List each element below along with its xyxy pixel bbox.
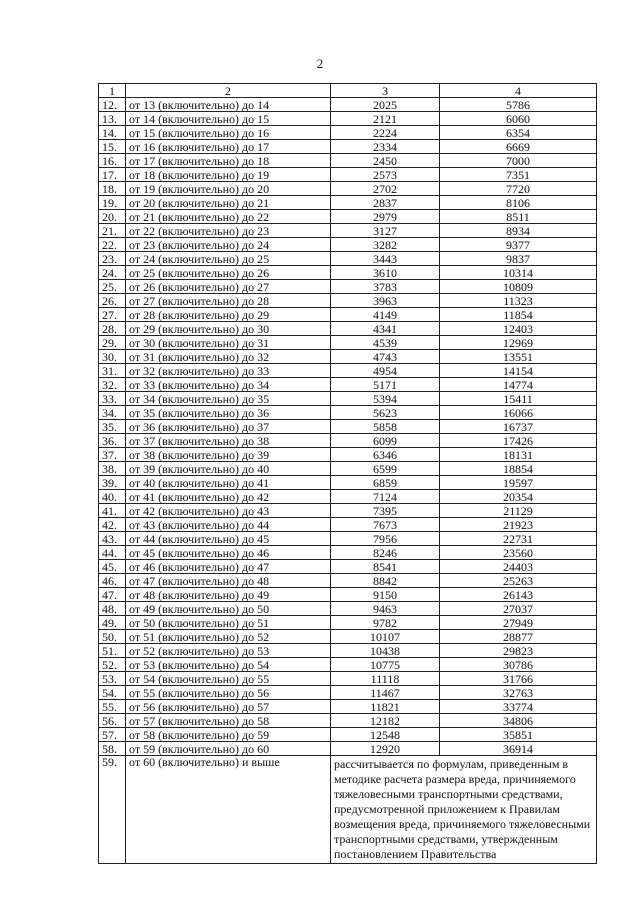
value-col-4: 10809 [440, 280, 597, 294]
weight-range: от 48 (включительно) до 49 [126, 588, 331, 602]
table-row [99, 672, 597, 686]
row-number: 51. [99, 644, 126, 658]
value-col-4: 16066 [440, 406, 597, 420]
table-row [99, 224, 597, 238]
value-col-4: 10314 [440, 266, 597, 280]
value-col-3: 2450 [331, 154, 440, 168]
table-row [99, 322, 597, 336]
value-col-3: 6099 [331, 434, 440, 448]
row-number: 57. [99, 728, 126, 742]
table-row [99, 98, 597, 112]
row-number: 52. [99, 658, 126, 672]
value-col-3: 11467 [331, 686, 440, 700]
value-col-3: 10775 [331, 658, 440, 672]
value-col-3: 3963 [331, 294, 440, 308]
value-col-4: 12969 [440, 336, 597, 350]
table-row [99, 196, 597, 210]
value-col-4: 17426 [440, 434, 597, 448]
weight-range: от 59 (включительно) до 60 [126, 742, 331, 756]
weight-range: от 22 (включительно) до 23 [126, 224, 331, 238]
table-row [99, 742, 597, 756]
weight-range: от 55 (включительно) до 56 [126, 686, 331, 700]
value-col-3: 10107 [331, 630, 440, 644]
weight-range: от 35 (включительно) до 36 [126, 406, 331, 420]
value-col-4: 11323 [440, 294, 597, 308]
row-number: 46. [99, 574, 126, 588]
value-col-4: 23560 [440, 546, 597, 560]
table-row [99, 350, 597, 364]
value-col-3: 6599 [331, 462, 440, 476]
value-col-4: 7720 [440, 182, 597, 196]
value-col-4: 11854 [440, 308, 597, 322]
table-row [99, 154, 597, 168]
row-number: 21. [99, 224, 126, 238]
table-row [99, 504, 597, 518]
row-number: 30. [99, 350, 126, 364]
value-col-3: 9150 [331, 588, 440, 602]
table-row [99, 560, 597, 574]
weight-range: от 45 (включительно) до 46 [126, 546, 331, 560]
value-col-3: 3443 [331, 252, 440, 266]
table-row [99, 308, 597, 322]
weight-range: от 43 (включительно) до 44 [126, 518, 331, 532]
value-col-3: 2121 [331, 112, 440, 126]
value-col-3: 4743 [331, 350, 440, 364]
table-row [99, 658, 597, 672]
calculation-note: рассчитывается по формулам, приведенным в методике расчета размера вреда, причиняемого тяжеловесными транспортными средствами, предусмотренной приложением к Правилам возмещения вреда, причиняемого тяжеловесными транспортными средствами, утвержденным постановлением Правительства [331, 756, 597, 864]
weight-range: от 56 (включительно) до 57 [126, 700, 331, 714]
weight-range: от 49 (включительно) до 50 [126, 602, 331, 616]
value-col-4: 32763 [440, 686, 597, 700]
row-number: 50. [99, 630, 126, 644]
weight-range: от 44 (включительно) до 45 [126, 532, 331, 546]
weight-range: от 37 (включительно) до 38 [126, 434, 331, 448]
weight-range: от 19 (включительно) до 20 [126, 182, 331, 196]
row-number: 33. [99, 392, 126, 406]
weight-range: от 15 (включительно) до 16 [126, 126, 331, 140]
weight-range: от 24 (включительно) до 25 [126, 252, 331, 266]
weight-range: от 17 (включительно) до 18 [126, 154, 331, 168]
row-number: 56. [99, 714, 126, 728]
row-number: 34. [99, 406, 126, 420]
table-row [99, 266, 597, 280]
table-row [99, 728, 597, 742]
weight-range: от 54 (включительно) до 55 [126, 672, 331, 686]
value-col-3: 8246 [331, 546, 440, 560]
weight-range: от 23 (включительно) до 24 [126, 238, 331, 252]
value-col-4: 9837 [440, 252, 597, 266]
table-row [99, 490, 597, 504]
value-col-3: 12920 [331, 742, 440, 756]
table-row [99, 532, 597, 546]
table-row [99, 686, 597, 700]
value-col-3: 8842 [331, 574, 440, 588]
table-row [99, 280, 597, 294]
row-number: 25. [99, 280, 126, 294]
row-number: 38. [99, 462, 126, 476]
weight-range: от 25 (включительно) до 26 [126, 266, 331, 280]
table-row [99, 252, 597, 266]
table-row [99, 714, 597, 728]
value-col-3: 7124 [331, 490, 440, 504]
value-col-4: 15411 [440, 392, 597, 406]
table-row [99, 518, 597, 532]
table-row [99, 392, 597, 406]
row-number: 19. [99, 196, 126, 210]
weight-range: от 39 (включительно) до 40 [126, 462, 331, 476]
value-col-3: 4341 [331, 322, 440, 336]
weight-range: от 18 (включительно) до 19 [126, 168, 331, 182]
value-col-4: 14774 [440, 378, 597, 392]
value-col-4: 8934 [440, 224, 597, 238]
value-col-4: 30786 [440, 658, 597, 672]
value-col-4: 26143 [440, 588, 597, 602]
table-row [99, 588, 597, 602]
row-number: 42. [99, 518, 126, 532]
weight-range: от 50 (включительно) до 51 [126, 616, 331, 630]
value-col-3: 3610 [331, 266, 440, 280]
weight-range: от 51 (включительно) до 52 [126, 630, 331, 644]
value-col-4: 21129 [440, 504, 597, 518]
value-col-4: 18131 [440, 448, 597, 462]
value-col-4: 13551 [440, 350, 597, 364]
weight-range: от 41 (включительно) до 42 [126, 490, 331, 504]
value-col-3: 2334 [331, 140, 440, 154]
weight-range: от 16 (включительно) до 17 [126, 140, 331, 154]
row-number: 54. [99, 686, 126, 700]
table-body [99, 98, 597, 864]
value-col-3: 4539 [331, 336, 440, 350]
row-number: 28. [99, 322, 126, 336]
row-number: 17. [99, 168, 126, 182]
row-number: 49. [99, 616, 126, 630]
value-col-3: 8541 [331, 560, 440, 574]
row-number: 47. [99, 588, 126, 602]
weight-range: от 52 (включительно) до 53 [126, 644, 331, 658]
value-col-3: 2702 [331, 182, 440, 196]
row-number: 41. [99, 504, 126, 518]
value-col-3: 2837 [331, 196, 440, 210]
value-col-3: 2025 [331, 98, 440, 112]
row-number: 31. [99, 364, 126, 378]
value-col-4: 33774 [440, 700, 597, 714]
table-row [99, 546, 597, 560]
row-number: 13. [99, 112, 126, 126]
column-header-4: 4 [440, 84, 597, 98]
row-number: 45. [99, 560, 126, 574]
value-col-3: 6859 [331, 476, 440, 490]
row-number: 24. [99, 266, 126, 280]
weight-range: от 38 (включительно) до 39 [126, 448, 331, 462]
value-col-4: 34806 [440, 714, 597, 728]
value-col-3: 3127 [331, 224, 440, 238]
value-col-4: 35851 [440, 728, 597, 742]
weight-range: от 47 (включительно) до 48 [126, 574, 331, 588]
row-number: 43. [99, 532, 126, 546]
row-number: 22. [99, 238, 126, 252]
weight-range: от 33 (включительно) до 34 [126, 378, 331, 392]
value-col-3: 4954 [331, 364, 440, 378]
row-number: 55. [99, 700, 126, 714]
value-col-3: 12182 [331, 714, 440, 728]
table-row [99, 476, 597, 490]
row-number: 20. [99, 210, 126, 224]
value-col-4: 22731 [440, 532, 597, 546]
weight-range: от 20 (включительно) до 21 [126, 196, 331, 210]
value-col-4: 7351 [440, 168, 597, 182]
column-header-1: 1 [99, 84, 126, 98]
value-col-4: 19597 [440, 476, 597, 490]
row-number: 39. [99, 476, 126, 490]
column-header-3: 3 [331, 84, 440, 98]
value-col-4: 24403 [440, 560, 597, 574]
table-row [99, 210, 597, 224]
value-col-4: 25263 [440, 574, 597, 588]
weight-range: от 58 (включительно) до 59 [126, 728, 331, 742]
table-row [99, 462, 597, 476]
value-col-3: 7956 [331, 532, 440, 546]
row-number: 48. [99, 602, 126, 616]
value-col-3: 3282 [331, 238, 440, 252]
row-number: 53. [99, 672, 126, 686]
table-row [99, 294, 597, 308]
value-col-4: 9377 [440, 238, 597, 252]
row-number: 14. [99, 126, 126, 140]
value-col-4: 20354 [440, 490, 597, 504]
value-col-4: 12403 [440, 322, 597, 336]
table-row [99, 336, 597, 350]
weight-range: от 28 (включительно) до 29 [126, 308, 331, 322]
weight-range: от 32 (включительно) до 33 [126, 364, 331, 378]
weight-range: от 13 (включительно) до 14 [126, 98, 331, 112]
table-row [99, 238, 597, 252]
table-row [99, 602, 597, 616]
value-col-4: 6354 [440, 126, 597, 140]
row-number: 37. [99, 448, 126, 462]
table-row [99, 630, 597, 644]
value-col-3: 3783 [331, 280, 440, 294]
column-header-2: 2 [126, 84, 331, 98]
table-row [99, 378, 597, 392]
table-row [99, 406, 597, 420]
value-col-4: 27037 [440, 602, 597, 616]
table-row [99, 112, 597, 126]
value-col-3: 10438 [331, 644, 440, 658]
value-col-4: 36914 [440, 742, 597, 756]
value-col-4: 6669 [440, 140, 597, 154]
weight-range: от 21 (включительно) до 22 [126, 210, 331, 224]
value-col-4: 18854 [440, 462, 597, 476]
value-col-3: 6346 [331, 448, 440, 462]
value-col-4: 6060 [440, 112, 597, 126]
value-col-4: 21923 [440, 518, 597, 532]
table-row [99, 182, 597, 196]
row-number: 18. [99, 182, 126, 196]
value-col-3: 5171 [331, 378, 440, 392]
value-col-4: 5786 [440, 98, 597, 112]
page-number: 2 [316, 56, 324, 71]
value-col-4: 31766 [440, 672, 597, 686]
value-col-3: 2573 [331, 168, 440, 182]
table-row [99, 140, 597, 154]
weight-range: от 27 (включительно) до 28 [126, 294, 331, 308]
row-number: 32. [99, 378, 126, 392]
weight-range: от 14 (включительно) до 15 [126, 112, 331, 126]
row-number: 36. [99, 434, 126, 448]
weight-range: от 42 (включительно) до 43 [126, 504, 331, 518]
value-col-3: 7395 [331, 504, 440, 518]
row-number: 23. [99, 252, 126, 266]
table-row [99, 126, 597, 140]
value-col-4: 8511 [440, 210, 597, 224]
weight-range: от 30 (включительно) до 31 [126, 336, 331, 350]
value-col-3: 11821 [331, 700, 440, 714]
table-row [99, 364, 597, 378]
table-row [99, 574, 597, 588]
value-col-3: 7673 [331, 518, 440, 532]
row-number: 16. [99, 154, 126, 168]
value-col-3: 5858 [331, 420, 440, 434]
value-col-4: 27949 [440, 616, 597, 630]
weight-range: от 40 (включительно) до 41 [126, 476, 331, 490]
value-col-4: 7000 [440, 154, 597, 168]
value-col-3: 11118 [331, 672, 440, 686]
table-row [99, 616, 597, 630]
value-col-4: 29823 [440, 644, 597, 658]
value-col-3: 12548 [331, 728, 440, 742]
rates-table [98, 83, 597, 864]
row-number: 27. [99, 308, 126, 322]
table-row-last [99, 756, 597, 864]
row-number: 29. [99, 336, 126, 350]
row-number: 35. [99, 420, 126, 434]
value-col-3: 5623 [331, 406, 440, 420]
table-row [99, 448, 597, 462]
weight-range: от 34 (включительно) до 35 [126, 392, 331, 406]
table-header-row [99, 84, 597, 98]
table-row [99, 420, 597, 434]
row-number: 44. [99, 546, 126, 560]
row-number: 12. [99, 98, 126, 112]
weight-range: от 29 (включительно) до 30 [126, 322, 331, 336]
weight-range: от 57 (включительно) до 58 [126, 714, 331, 728]
row-number: 26. [99, 294, 126, 308]
weight-range: от 31 (включительно) до 32 [126, 350, 331, 364]
value-col-3: 5394 [331, 392, 440, 406]
value-col-4: 16737 [440, 420, 597, 434]
value-col-3: 2224 [331, 126, 440, 140]
weight-range: от 53 (включительно) до 54 [126, 658, 331, 672]
table-row [99, 700, 597, 714]
row-number: 15. [99, 140, 126, 154]
value-col-4: 28877 [440, 630, 597, 644]
value-col-3: 4149 [331, 308, 440, 322]
row-number: 58. [99, 742, 126, 756]
table-row [99, 168, 597, 182]
value-col-3: 9782 [331, 616, 440, 630]
value-col-4: 8106 [440, 196, 597, 210]
table-row [99, 644, 597, 658]
value-col-3: 9463 [331, 602, 440, 616]
weight-range: от 46 (включительно) до 47 [126, 560, 331, 574]
row-number: 40. [99, 490, 126, 504]
value-col-4: 14154 [440, 364, 597, 378]
table-row [99, 434, 597, 448]
weight-range: от 26 (включительно) до 27 [126, 280, 331, 294]
row-number: 59. [99, 756, 126, 864]
value-col-3: 2979 [331, 210, 440, 224]
weight-range: от 60 (включительно) и выше [126, 756, 331, 864]
weight-range: от 36 (включительно) до 37 [126, 420, 331, 434]
